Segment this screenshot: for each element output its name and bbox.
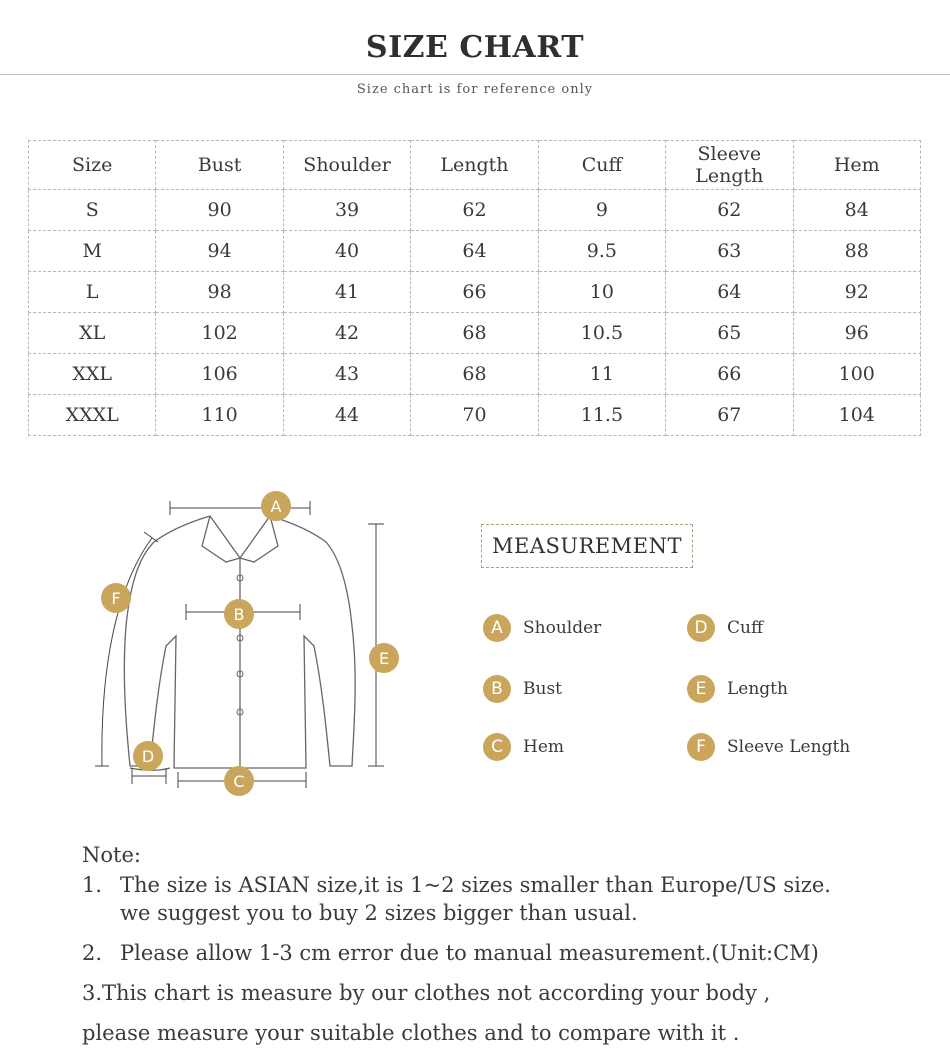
note-item xyxy=(82,873,922,901)
table-cell: 41 xyxy=(283,272,410,313)
legend-label: Bust xyxy=(523,679,562,699)
note-text: please measure your suitable clothes and to compare with it . xyxy=(82,1021,740,1045)
column-header-sleeve-length: Sleeve Length xyxy=(666,141,793,190)
measurement-title: MEASUREMENT xyxy=(481,524,693,568)
letter-f-badge: F xyxy=(687,733,715,761)
table-cell: 64 xyxy=(411,231,538,272)
shirt-icon xyxy=(124,516,355,770)
letter-e-badge: E xyxy=(687,675,715,703)
table-cell: 106 xyxy=(156,354,283,395)
table-cell: 43 xyxy=(283,354,410,395)
table-row xyxy=(29,313,921,354)
legend-shoulder xyxy=(483,613,601,643)
note-item-continued xyxy=(82,901,922,941)
table-cell: 67 xyxy=(666,395,793,436)
note-item xyxy=(82,941,922,981)
table-cell: 104 xyxy=(793,395,920,436)
legend-label: Shoulder xyxy=(523,618,602,638)
legend-cuff xyxy=(687,613,763,643)
table-cell: 100 xyxy=(793,354,920,395)
table-cell: 65 xyxy=(666,313,793,354)
legend-hem xyxy=(483,732,564,762)
note-text: The size is ASIAN size,it is 1~2 sizes smaller than Europe/US size. xyxy=(120,873,831,897)
table-cell: 68 xyxy=(411,354,538,395)
letter-a-badge: A xyxy=(483,614,511,642)
table-cell: 10.5 xyxy=(538,313,665,354)
letter-c-badge: C xyxy=(483,733,511,761)
size-cell: S xyxy=(29,190,156,231)
table-cell: 9.5 xyxy=(538,231,665,272)
table-cell: 94 xyxy=(156,231,283,272)
column-header-shoulder: Shoulder xyxy=(283,141,410,190)
table-cell: 39 xyxy=(283,190,410,231)
note-extra xyxy=(82,981,922,1021)
table-cell: 66 xyxy=(666,354,793,395)
note-text: Please allow 1-3 cm error due to manual measurement.(Unit:CM) xyxy=(120,941,819,965)
table-cell: 96 xyxy=(793,313,920,354)
table-cell: 92 xyxy=(793,272,920,313)
table-cell: 42 xyxy=(283,313,410,354)
legend-length xyxy=(687,674,788,704)
table-row xyxy=(29,231,921,272)
table-cell: 9 xyxy=(538,190,665,231)
note-number: 1. xyxy=(82,873,103,897)
size-table xyxy=(28,140,921,436)
legend-label: Length xyxy=(727,679,788,699)
legend-bust xyxy=(483,674,562,704)
table-row xyxy=(29,190,921,231)
marker-f-label: F xyxy=(111,589,121,608)
legend-label: Cuff xyxy=(727,618,764,638)
note-text: we suggest you to buy 2 sizes bigger than usual. xyxy=(120,901,638,925)
marker-a-label: A xyxy=(270,497,282,516)
title-divider xyxy=(0,74,950,75)
table-cell: 40 xyxy=(283,231,410,272)
column-header-length: Length xyxy=(411,141,538,190)
table-cell: 11.5 xyxy=(538,395,665,436)
table-cell: 64 xyxy=(666,272,793,313)
table-row xyxy=(29,354,921,395)
notes-section xyxy=(82,843,922,1053)
table-cell: 70 xyxy=(411,395,538,436)
table-cell: 62 xyxy=(666,190,793,231)
legend-label: Sleeve Length xyxy=(727,737,851,757)
marker-c-label: C xyxy=(233,772,245,791)
marker-b-label: B xyxy=(233,605,245,624)
size-cell: L xyxy=(29,272,156,313)
column-header-size: Size xyxy=(29,141,156,190)
table-header-row xyxy=(29,141,921,190)
marker-d-label: D xyxy=(141,747,155,766)
note-number: 2. xyxy=(82,941,103,965)
table-cell: 11 xyxy=(538,354,665,395)
table-cell: 10 xyxy=(538,272,665,313)
page-subtitle: Size chart is for reference only xyxy=(356,82,594,97)
table-row xyxy=(29,272,921,313)
table-cell: 44 xyxy=(283,395,410,436)
size-cell: XXXL xyxy=(29,395,156,436)
table-cell: 90 xyxy=(156,190,283,231)
legend-label: Hem xyxy=(523,737,565,757)
note-extra xyxy=(82,1021,922,1053)
table-cell: 66 xyxy=(411,272,538,313)
table-cell: 62 xyxy=(411,190,538,231)
table-cell: 88 xyxy=(793,231,920,272)
column-header-bust: Bust xyxy=(156,141,283,190)
size-cell: XL xyxy=(29,313,156,354)
table-cell: 63 xyxy=(666,231,793,272)
note-text: 3.This chart is measure by our clothes not according your body , xyxy=(82,981,771,1005)
size-cell: XXL xyxy=(29,354,156,395)
table-cell: 102 xyxy=(156,313,283,354)
marker-e-label: E xyxy=(378,649,390,668)
table-cell: 84 xyxy=(793,190,920,231)
size-cell: M xyxy=(29,231,156,272)
table-cell: 110 xyxy=(156,395,283,436)
letter-b-badge: B xyxy=(483,675,511,703)
table-row xyxy=(29,395,921,436)
page-title: SIZE CHART xyxy=(365,30,585,65)
shirt-diagram xyxy=(90,486,420,806)
notes-heading: Note: xyxy=(82,843,141,867)
table-cell: 98 xyxy=(156,272,283,313)
letter-d-badge: D xyxy=(687,614,715,642)
column-header-cuff: Cuff xyxy=(538,141,665,190)
column-header-hem: Hem xyxy=(793,141,920,190)
legend-sleeve-length xyxy=(687,732,850,762)
table-cell: 68 xyxy=(411,313,538,354)
